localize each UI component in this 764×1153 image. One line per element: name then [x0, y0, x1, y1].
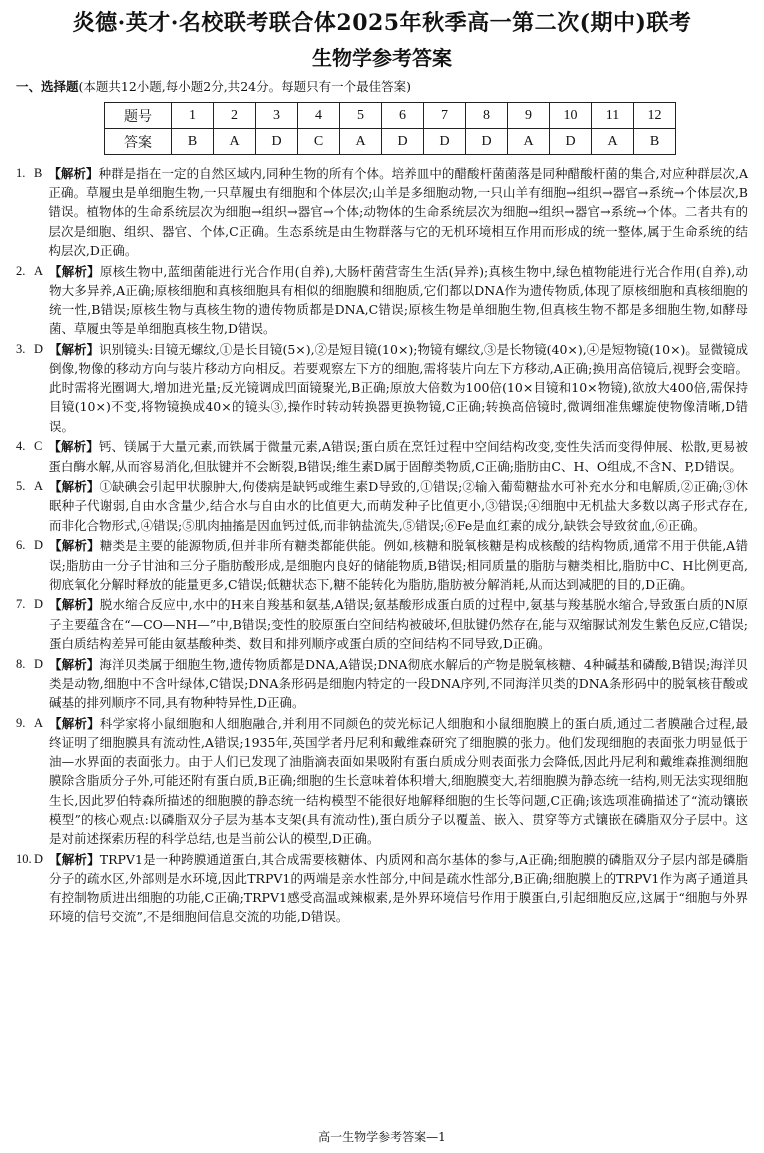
analysis-text: 科学家将小鼠细胞和人细胞融合,并利用不同颜色的荧光标记人细胞和小鼠细胞膜上的蛋白质,通过二者膜融合过程,最终证明了细胞膜具有流动性,A错误;1935年,英国学者丹尼利和戴维森研究了细胞膜的张力。他们发现细胞的表面张力明显低于油—水界面的表面张力。由于人们已发现了油脂滴表面如果吸附有蛋白质成分则表面张力会降低,因此丹尼利和戴维森推测细胞膜除含脂质分子外,可能还附有蛋白质,B正确;细胞的生长意味着体积增大,细胞膜变大,若细胞膜为静态统一结构,则无法实现细胞生长,因此罗伯特森所描述的细胞膜的静态统一结构模型不能很好地解释细胞的生长等问题,C正确;该选项准确描述了“流动镶嵌模型”的核心观点:以磷脂双分子层为基本支架(具有流动性),蛋白质分子以覆盖、嵌入、贯穿等方式镶嵌在磷脂双分子层中。这是对前述探索历程的科学总结,也是当前公认的模型,D正确。 — [49, 715, 748, 846]
item-answer: D — [34, 597, 44, 612]
answer-table-number-row — [105, 103, 676, 129]
analysis-list — [16, 164, 748, 926]
page-footer: 高一生物学参考答案—1 — [318, 1130, 446, 1144]
answer-subtitle: 生物学参考答案 — [312, 46, 452, 70]
question-number-cell: 9 — [508, 103, 550, 129]
answer-table-row-label: 答案 — [105, 129, 172, 155]
answer-table — [104, 102, 676, 155]
analysis-item — [16, 655, 748, 713]
analysis-tag: 【解析】 — [49, 597, 100, 613]
item-number: 3. — [16, 341, 26, 356]
answer-table-answer-row — [105, 129, 676, 155]
answer-cell: D — [424, 129, 466, 155]
answer-cell: D — [550, 129, 592, 155]
answer-table-row-label: 题号 — [105, 103, 172, 129]
answer-cell: D — [256, 129, 298, 155]
item-number: 10. — [16, 851, 32, 866]
item-number: 9. — [16, 715, 26, 730]
question-number-cell: 12 — [634, 103, 676, 129]
question-number-cell: 6 — [382, 103, 424, 129]
item-answer: D — [34, 341, 44, 356]
question-number-cell: 1 — [172, 103, 214, 129]
question-number-cell: 7 — [424, 103, 466, 129]
analysis-item — [16, 477, 748, 535]
item-number: 8. — [16, 656, 26, 671]
analysis-item — [16, 850, 748, 927]
question-number-cell: 8 — [466, 103, 508, 129]
analysis-text: 钙、镁属于大量元素,而铁属于微量元素,A错误;蛋白质在烹饪过程中空间结构改变,变性失活而变得伸展、松散,更易被蛋白酶水解,从而容易消化,但肽键并不会断裂,B错误;维生素D属于固醇类物质,C正确;脂肪由C、H、O组成,不含N、P,D错误。 — [48, 439, 748, 474]
item-number: 1. — [16, 166, 26, 180]
item-answer: A — [34, 263, 44, 278]
item-answer: D — [34, 538, 44, 553]
item-answer: D — [34, 851, 44, 866]
answer-cell: A — [214, 129, 256, 155]
analysis-tag: 【解析】 — [49, 479, 100, 495]
item-answer: A — [34, 715, 44, 730]
item-answer: D — [34, 656, 44, 671]
answer-cell: B — [172, 129, 214, 155]
question-number-cell: 5 — [340, 103, 382, 129]
analysis-item — [16, 595, 748, 653]
question-number-cell: 2 — [214, 103, 256, 129]
question-number-cell: 4 — [298, 103, 340, 129]
analysis-text: TRPV1是一种跨膜通道蛋白,其合成需要核糖体、内质网和高尔基体的参与,A正确;细胞膜的磷脂双分子层内部是磷脂分子的疏水区,外部则是水环境,因此TRPV1的两端是亲水性部分,中间是疏水性部分,B正确;细胞膜上的TRPV1作为离子通道具有控制物质进出细胞的功能,C正确;TRPV1感受高温或辣椒素,是外界环境信号作用于膜蛋白,引起细胞反应,这属于“细胞与外界环境的信号交流”,不是细胞间信息交流的功能,D错误。 — [49, 851, 748, 925]
section-description: (本题共12小题,每小题2分,共24分。每题只有一个最佳答案) — [78, 79, 411, 94]
analysis-item — [16, 536, 748, 594]
answer-cell: A — [508, 129, 550, 155]
analysis-text: ①缺碘会引起甲状腺肿大,佝偻病是缺钙或维生素D导致的,①错误;②输入葡萄糖盐水可补充水分和电解质,②正确;③休眠种子代谢弱,自由水含量少,结合水与自由水的比值更大,而萌发种子比值更小,③错误;④细胞中无机盐大多数以离子形式存在,而非化合物形式,④错误;⑤肌肉抽搐是因血钙过低,而非钠盐流失,⑤错误;⑥Fe是血红素的成分,缺铁会导致贫血,⑥正确。 — [49, 479, 748, 533]
section-title: 一、选择题 — [16, 79, 79, 94]
answer-cell: D — [382, 129, 424, 155]
analysis-text: 原核生物中,蓝细菌能进行光合作用(自养),大肠杆菌营寄生生活(异养);真核生物中,绿色植物能进行光合作用(自养),动物大多异养,A正确;原核细胞和真核细胞具有相似的细胞膜和细胞质,它们都以DNA作为遗传物质,体现了原核细胞和真核细胞的统一性,B错误;原核生物与真核生物的遗传物质都是DNA,C错误;原核生物是单细胞生物,但真核生物不都是多细胞生物,如酵母菌、草履虫等是单细胞真核生物,D错误。 — [49, 263, 748, 337]
analysis-item — [16, 164, 748, 260]
analysis-item — [16, 262, 748, 339]
question-number-cell: 11 — [592, 103, 634, 129]
item-number: 6. — [16, 538, 26, 553]
question-number-cell: 10 — [550, 103, 592, 129]
item-answer: C — [34, 439, 43, 454]
analysis-item — [16, 437, 748, 475]
analysis-tag: 【解析】 — [48, 439, 99, 455]
analysis-tag: 【解析】 — [48, 166, 99, 181]
analysis-item — [16, 714, 748, 848]
answer-cell: C — [298, 129, 340, 155]
item-number: 2. — [16, 263, 26, 278]
analysis-tag: 【解析】 — [49, 263, 100, 279]
item-answer: B — [34, 166, 43, 180]
answer-cell: D — [466, 129, 508, 155]
item-number: 5. — [16, 479, 26, 494]
item-number: 7. — [16, 597, 26, 612]
item-number: 4. — [16, 439, 26, 454]
analysis-tag: 【解析】 — [49, 538, 100, 554]
exam-title: 炎德·英才·名校联考联合体2025年秋季高一第二次(期中)联考 — [72, 10, 692, 36]
analysis-text: 糖类是主要的能源物质,但并非所有糖类都能供能。例如,核糖和脱氧核糖是构成核酸的结构物质,通常不用于供能,A错误;脂肪由一分子甘油和三分子脂肪酸形成,是细胞内良好的储能物质,B错误;相同质量的脂肪与糖类相比,脂肪中C、H比例更高,彻底氧化分解时释放的能量更多,C错误;低糖状态下,糖不能转化为脂肪,脂肪被分解消耗,从而达到减肥的目的,D正确。 — [49, 538, 748, 592]
section-heading — [16, 78, 748, 96]
answer-cell: A — [592, 129, 634, 155]
answer-cell: B — [634, 129, 676, 155]
analysis-tag: 【解析】 — [49, 656, 100, 672]
answer-cell: A — [340, 129, 382, 155]
analysis-tag: 【解析】 — [49, 341, 100, 357]
analysis-text: 海洋贝类属于细胞生物,遗传物质都是DNA,A错误;DNA彻底水解后的产物是脱氧核糖、4种碱基和磷酸,B错误;海洋贝类是动物,细胞中不含叶绿体,C错误;DNA条形码是细胞内特定的一段DNA序列,不同海洋贝类的DNA条形码中的脱氧核苷酸或碱基的排列顺序不同,具有物种特异性,D正确。 — [49, 656, 748, 710]
analysis-text: 识别镜头:目镜无螺纹,①是长目镜(5×),②是短目镜(10×);物镜有螺纹,③是长物镜(40×),④是短物镜(10×)。显微镜成倒像,物像的移动方向与装片移动方向相反。若要观察左下方的细胞,需将装片向左下方移动,A正确;换用高倍镜后,视野会变暗。此时需将光圈调大,增加进光量;反光镜调成凹面镜聚光,B正确;原放大倍数为100倍(10×目镜和10×物镜),欲放大400倍,需保持目镜(10×)不变,将物镜换成40×的镜头③,操作时转动转换器更换物镜,C正确;转换高倍镜时,微调细准焦螺旋使物像清晰,D错误。 — [49, 341, 748, 434]
analysis-tag: 【解析】 — [49, 715, 100, 731]
item-answer: A — [34, 479, 44, 494]
analysis-text: 种群是指在一定的自然区域内,同种生物的所有个体。培养皿中的醋酸杆菌菌落是同种醋酸杆菌的集合,对应种群层次,A正确。草履虫是单细胞生物,一只草履虫有细胞和个体层次;山羊是多细胞动物,一只山羊有细胞→组织→器官→系统→个体层次,B错误。植物体的生命系统层次为细胞→组织→器官→个体;动物体的生命系统层次为细胞→组织→器官→系统→个体。二者共有的层次是细胞、组织、器官、个体,C正确。生态系统是由生物群落与它的无机环境相互作用而形成的统一整体,属于生命系统的结构层次,D正确。 — [48, 166, 748, 258]
analysis-text: 脱水缩合反应中,水中的H来自羧基和氨基,A错误;氨基酸形成蛋白质的过程中,氨基与羧基脱水缩合,导致蛋白质的N原子主要蕴含在“—CO—NH—”中,B错误;变性的胶原蛋白空间结构被破坏,但肽键仍然存在,能与双缩脲试剂发生紫色反应,C错误;蛋白质结构差异可能由氨基酸种类、数目和排列顺序或蛋白质的空间结构不同导致,D正确。 — [49, 597, 748, 651]
analysis-item — [16, 340, 748, 436]
question-number-cell: 3 — [256, 103, 298, 129]
analysis-tag: 【解析】 — [49, 851, 100, 867]
